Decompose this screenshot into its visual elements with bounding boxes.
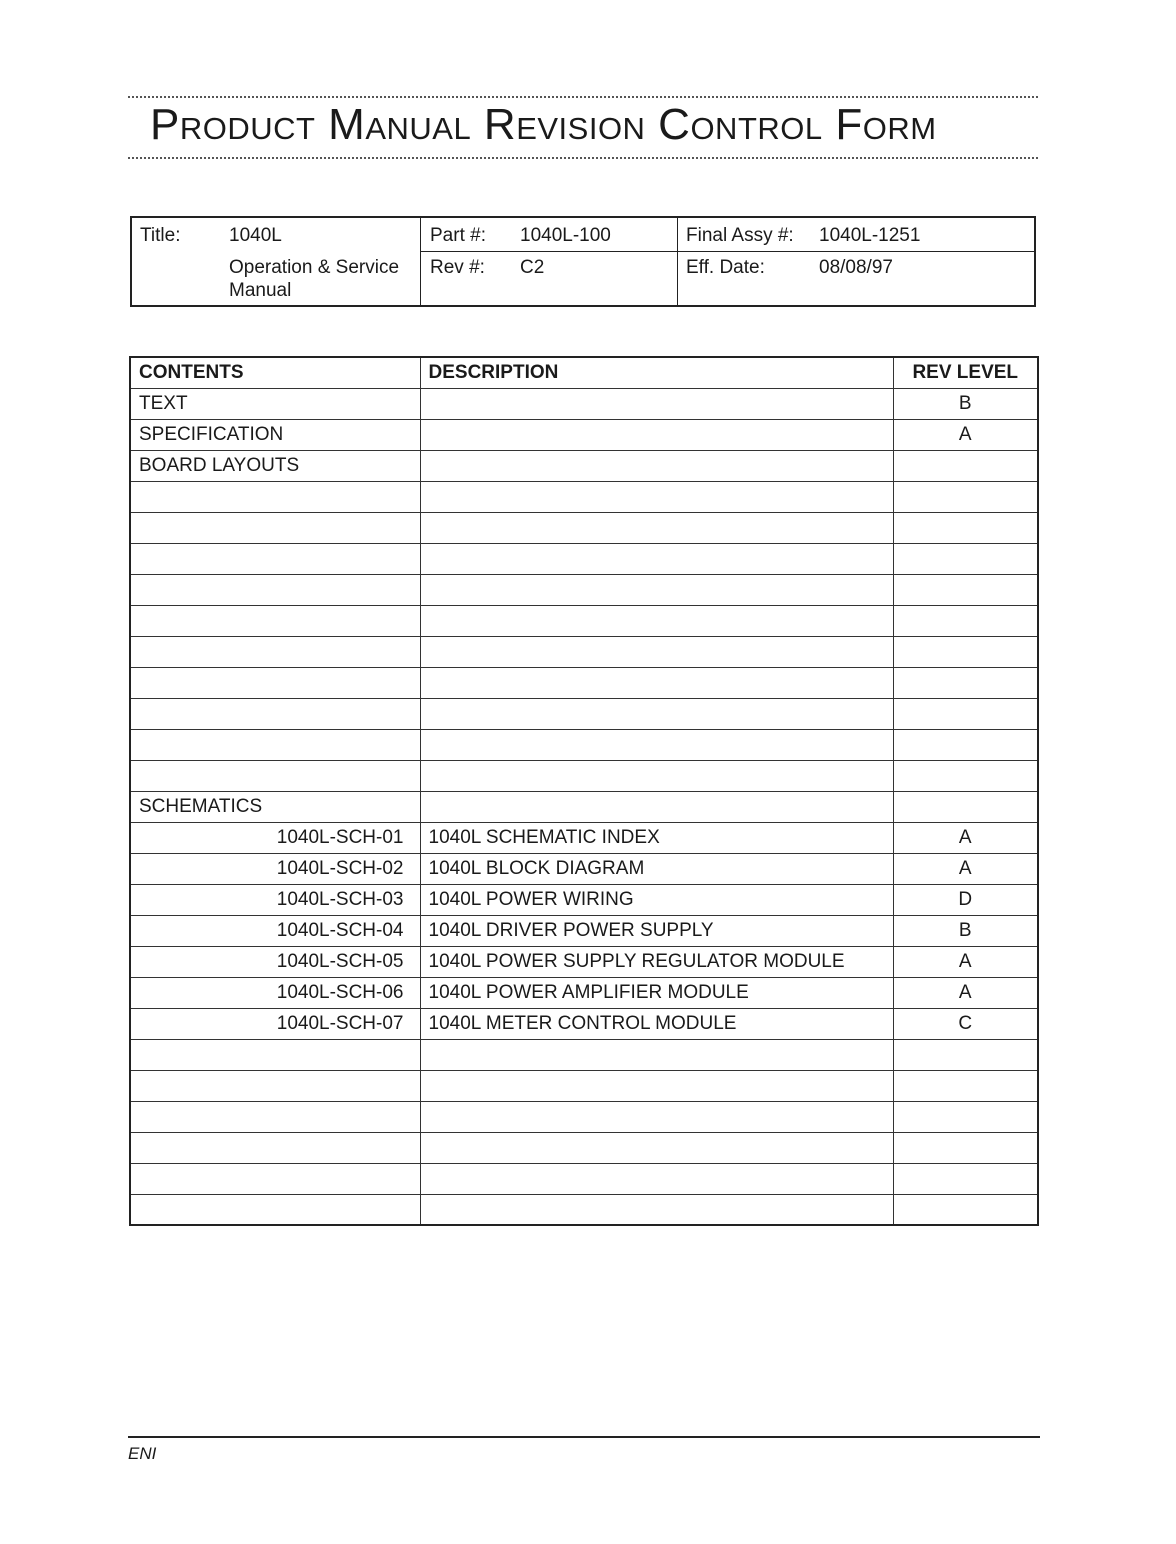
table-row (130, 1194, 1038, 1225)
table-row (130, 605, 1038, 636)
table-row (130, 884, 1038, 915)
cell-rev-level (893, 1070, 1038, 1101)
table-row (130, 698, 1038, 729)
top-dotted-rule (128, 96, 1038, 98)
cell-contents: 1040L-SCH-04 (130, 915, 420, 946)
cell-rev-level (893, 1194, 1038, 1225)
cell-description (420, 543, 893, 574)
cell-contents (130, 698, 420, 729)
table-row (130, 512, 1038, 543)
cell-rev-level (893, 450, 1038, 481)
cell-rev-level: B (893, 915, 1038, 946)
header-divider (677, 218, 678, 305)
cell-rev-level (893, 791, 1038, 822)
cell-description (420, 1194, 893, 1225)
cell-contents (130, 1132, 420, 1163)
table-row (130, 667, 1038, 698)
cell-contents: 1040L-SCH-02 (130, 853, 420, 884)
cell-description: 1040L POWER WIRING (420, 884, 893, 915)
table-row (130, 729, 1038, 760)
cell-contents: TEXT (130, 388, 420, 419)
page-title: Product Manual Revision Control Form (150, 100, 937, 149)
cell-rev-level (893, 1163, 1038, 1194)
cell-description (420, 481, 893, 512)
cell-description (420, 388, 893, 419)
table-row (130, 853, 1038, 884)
column-header-description: DESCRIPTION (420, 357, 893, 388)
cell-rev-level: C (893, 1008, 1038, 1039)
cell-contents: BOARD LAYOUTS (130, 450, 420, 481)
cell-contents (130, 605, 420, 636)
cell-rev-level (893, 667, 1038, 698)
footer-rule (128, 1436, 1040, 1438)
cell-contents: SPECIFICATION (130, 419, 420, 450)
cell-description (420, 1163, 893, 1194)
cell-contents (130, 1163, 420, 1194)
cell-rev-level (893, 481, 1038, 512)
cell-description (420, 419, 893, 450)
title-dotted-rule (128, 157, 1038, 159)
table-header-row (130, 357, 1038, 388)
eff-date-value: 08/08/97 (819, 257, 893, 278)
table-row (130, 419, 1038, 450)
cell-description (420, 450, 893, 481)
table-row (130, 543, 1038, 574)
contents-table (129, 356, 1039, 1226)
cell-description (420, 1070, 893, 1101)
cell-rev-level: A (893, 822, 1038, 853)
final-assy-value: 1040L-1251 (819, 225, 921, 246)
cell-rev-level: B (893, 388, 1038, 419)
cell-contents (130, 667, 420, 698)
cell-rev-level (893, 1039, 1038, 1070)
cell-rev-level (893, 543, 1038, 574)
cell-rev-level (893, 574, 1038, 605)
part-label: Part #: (430, 225, 486, 246)
rev-value: C2 (520, 257, 545, 278)
table-row (130, 822, 1038, 853)
cell-description (420, 574, 893, 605)
cell-rev-level (893, 698, 1038, 729)
cell-contents: 1040L-SCH-01 (130, 822, 420, 853)
table-body (130, 388, 1038, 1225)
title-value-line1: 1040L (229, 225, 282, 246)
cell-contents (130, 1194, 420, 1225)
cell-contents: SCHEMATICS (130, 791, 420, 822)
title-value-line3: Manual (229, 280, 292, 301)
cell-contents (130, 636, 420, 667)
cell-rev-level: D (893, 884, 1038, 915)
table-row (130, 450, 1038, 481)
cell-rev-level (893, 636, 1038, 667)
column-header-rev-level: REV LEVEL (893, 357, 1038, 388)
rev-label: Rev #: (430, 257, 485, 278)
cell-rev-level (893, 1101, 1038, 1132)
table-row (130, 760, 1038, 791)
header-divider (420, 251, 677, 252)
cell-contents (130, 1101, 420, 1132)
cell-rev-level: A (893, 419, 1038, 450)
cell-description (420, 636, 893, 667)
cell-rev-level (893, 605, 1038, 636)
cell-contents (130, 1070, 420, 1101)
cell-contents (130, 574, 420, 605)
cell-contents: 1040L-SCH-07 (130, 1008, 420, 1039)
cell-contents: 1040L-SCH-03 (130, 884, 420, 915)
cell-rev-level: A (893, 853, 1038, 884)
cell-rev-level (893, 729, 1038, 760)
cell-rev-level (893, 512, 1038, 543)
cell-description: 1040L METER CONTROL MODULE (420, 1008, 893, 1039)
cell-description (420, 1132, 893, 1163)
table-row (130, 946, 1038, 977)
cell-rev-level: A (893, 946, 1038, 977)
cell-rev-level (893, 760, 1038, 791)
title-value-line2: Operation & Service (229, 257, 400, 278)
cell-description: 1040L SCHEMATIC INDEX (420, 822, 893, 853)
table-row (130, 1008, 1038, 1039)
table-row (130, 574, 1038, 605)
cell-contents (130, 512, 420, 543)
cell-contents (130, 760, 420, 791)
cell-description (420, 1101, 893, 1132)
cell-description (420, 729, 893, 760)
cell-description (420, 605, 893, 636)
table-row (130, 636, 1038, 667)
cell-contents (130, 1039, 420, 1070)
part-value: 1040L-100 (520, 225, 611, 246)
table-row (130, 977, 1038, 1008)
table-row (130, 1132, 1038, 1163)
title-label: Title: (140, 225, 181, 246)
column-header-contents: CONTENTS (130, 357, 420, 388)
eff-date-label: Eff. Date: (686, 257, 765, 278)
cell-description (420, 698, 893, 729)
cell-description: 1040L BLOCK DIAGRAM (420, 853, 893, 884)
cell-description (420, 512, 893, 543)
footer-company: ENI (128, 1444, 157, 1463)
cell-description (420, 760, 893, 791)
table-row (130, 1070, 1038, 1101)
cell-contents (130, 481, 420, 512)
cell-description (420, 1039, 893, 1070)
cell-contents (130, 729, 420, 760)
table-row (130, 915, 1038, 946)
cell-description: 1040L POWER AMPLIFIER MODULE (420, 977, 893, 1008)
cell-description: 1040L POWER SUPPLY REGULATOR MODULE (420, 946, 893, 977)
table-row (130, 1039, 1038, 1070)
table-row (130, 481, 1038, 512)
header-info-box (130, 216, 1036, 307)
table-row (130, 1101, 1038, 1132)
cell-contents: 1040L-SCH-05 (130, 946, 420, 977)
table-row (130, 791, 1038, 822)
cell-description: 1040L DRIVER POWER SUPPLY (420, 915, 893, 946)
final-assy-label: Final Assy #: (686, 225, 794, 246)
table-row (130, 1163, 1038, 1194)
cell-rev-level: A (893, 977, 1038, 1008)
cell-contents: 1040L-SCH-06 (130, 977, 420, 1008)
table-row (130, 388, 1038, 419)
header-divider (678, 251, 1034, 252)
cell-description (420, 667, 893, 698)
cell-rev-level (893, 1132, 1038, 1163)
cell-description (420, 791, 893, 822)
cell-contents (130, 543, 420, 574)
header-divider (420, 218, 421, 305)
